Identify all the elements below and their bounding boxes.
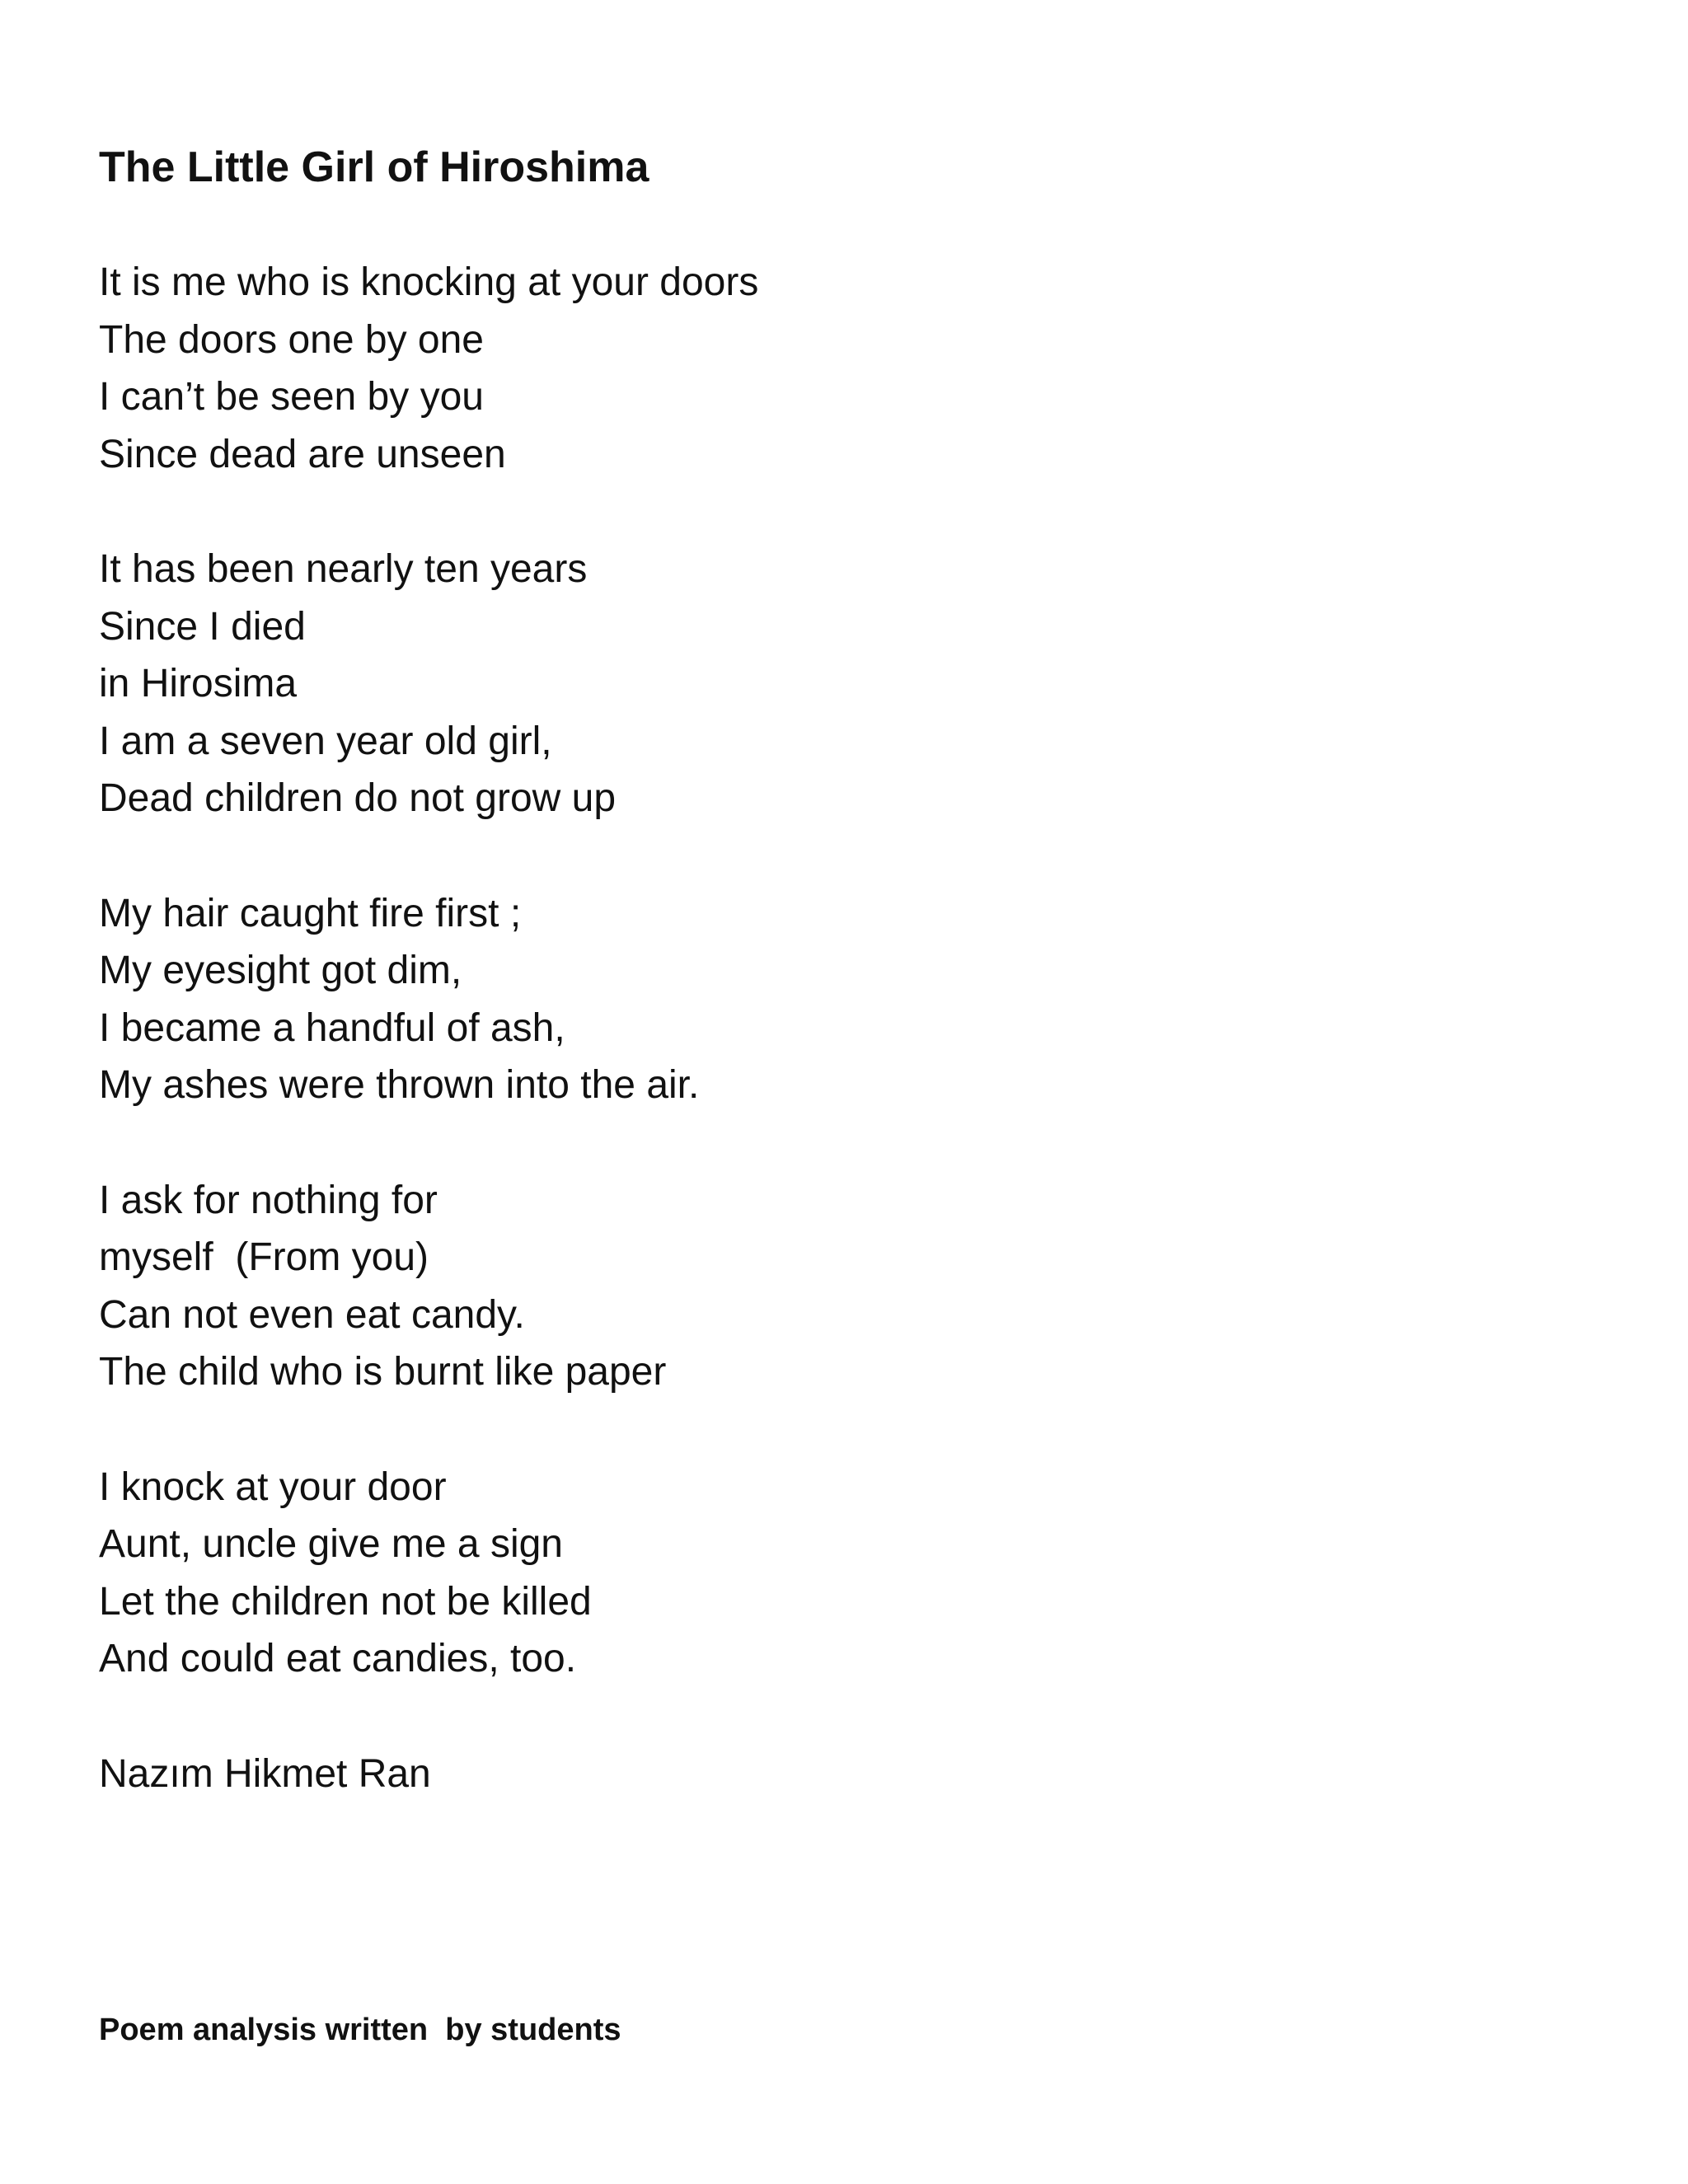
poem-line: Can not even eat candy.: [99, 1292, 525, 1337]
poem-title: The Little Girl of Hiroshima: [99, 143, 649, 191]
poem-line: I became a handful of ash,: [99, 1005, 565, 1050]
poem-author: Nazım Hikmet Ran: [99, 1751, 431, 1796]
poem-line: Let the children not be killed: [99, 1579, 592, 1624]
stanza-5: [99, 1459, 1500, 1688]
poem-line: Aunt, uncle give me a sign: [99, 1522, 563, 1566]
stanza-3: [99, 885, 1500, 1114]
poem-line: Dead children do not grow up: [99, 776, 617, 820]
stanza-2: [99, 541, 1500, 827]
poem-line: Since dead are unseen: [99, 432, 506, 476]
poem-line: It is me who is knocking at your doors: [99, 260, 759, 304]
poem-line: My hair caught fire first ;: [99, 891, 522, 935]
footer-note: Poem analysis written by students: [99, 2013, 621, 2047]
poem-line: I knock at your door: [99, 1465, 447, 1509]
poem-line: It has been nearly ten years: [99, 547, 588, 591]
poem-line: I ask for nothing for: [99, 1178, 438, 1222]
poem-line: And could eat candies, too.: [99, 1637, 577, 1680]
stanza-1: [99, 254, 1500, 483]
poem-line: My eyesight got dim,: [99, 949, 462, 992]
poem-line: My ashes were thrown into the air.: [99, 1063, 700, 1107]
poem-line: I am a seven year old girl,: [99, 719, 552, 763]
poem-line: The doors one by one: [99, 317, 484, 362]
poem-line: Since I died: [99, 604, 306, 649]
poem-line: in Hirosima: [99, 662, 298, 705]
stanza-4: [99, 1172, 1500, 1401]
poem-body: [99, 254, 1500, 1802]
poem-line: myself (From you): [99, 1235, 429, 1279]
poem-line: The child who is burnt like paper: [99, 1350, 667, 1394]
poem-line: I can’t be seen by you: [99, 375, 484, 419]
